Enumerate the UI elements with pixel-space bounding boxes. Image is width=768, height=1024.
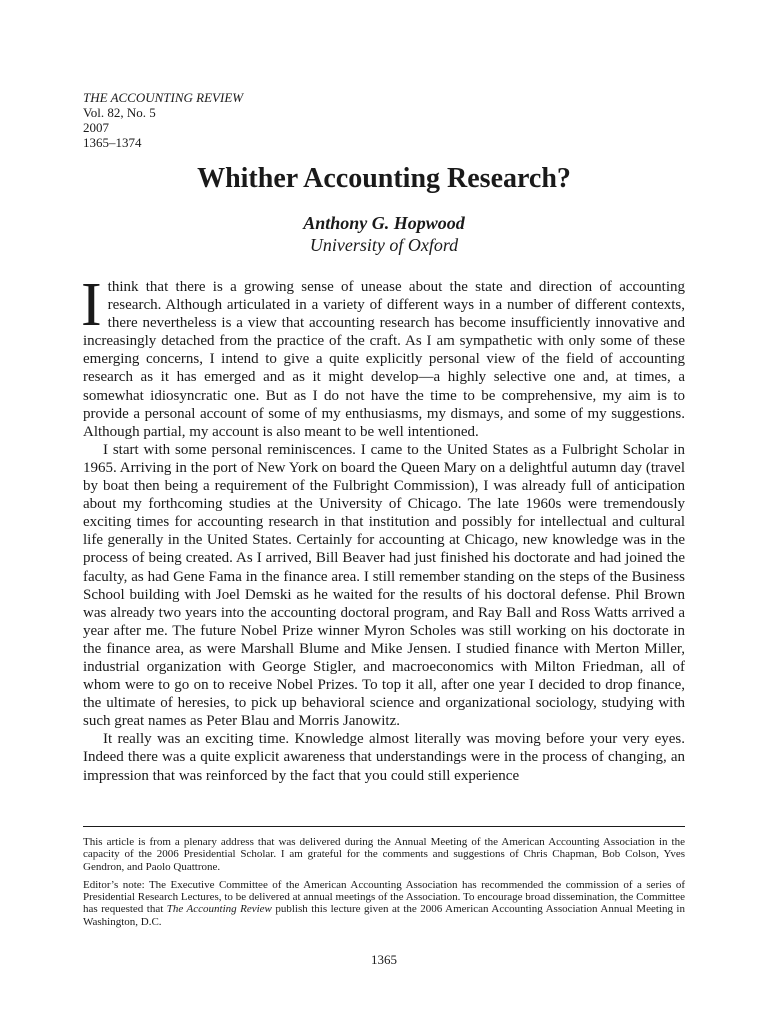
paragraph-2: I start with some personal reminiscences. I came to the United States as a Fulbright Scholar in 1965. Arriving in the port of New York on board the Queen Mary on a delightful autumn day (travel by boat then being a requirement of the Fulbright Commission), I was already full of anticipation about my forthcoming studies at the University of Chicago. The late 1960s were tremendously exciting times for accounting research in that institution and possibly for intellectual and cultural life generally in the United States. Certainly for accounting at Chicago, new knowledge was in the process of being created. As I arrived, Bill Beaver had just finished his doctorate and had joined the faculty, as had Gene Fama in the finance area. I still remember standing on the steps of the Business School building with Joel Demski as he waited for the results of his doctoral defense. Phil Brown was already two years into the accounting doctoral program, and Ray Ball and Ross Watts arrived a year after me. The future Nobel Prize winner Myron Scholes was still working on his doctorate in the finance area, as were Marshall Blume and Mike Jensen. I studied finance with Merton Miller, industrial organization with George Stigler, and macroeconomics with Milton Friedman, all of whom were to go on to receive Nobel Prizes. To top it all, after one year I decided to drop finance, the ultimate of heresies, to pick up behavioral science and organizational sociology, studying with such great names as Peter Blau and Morris Janowitz.: [83, 441, 685, 730]
paragraph-1: [81, 271, 685, 441]
paragraph-1-text: think that there is a growing sense of unease about the state and direction of accounting research. Although articulated in a variety of different ways in a number of different contexts, there nevertheless is a view that accounting research has become insufficiently innovative and increasingly detached from the practice of the craft. As I am sympathetic with only some of these emerging concerns, I intend to give a quite explicitly personal view of the field of accounting research as it has emerged and as it might develop—a highly selective one and, at times, a somewhat idiosyncratic one. But as I do not have the time to be comprehensive, my aim is to provide a personal account of some of my enthusiasms, my dismays, and some of my suggestions. Although partial, my account is also meant to be well intentioned.: [83, 279, 685, 440]
page-number: 1365: [371, 952, 397, 967]
editor-note-text-1: Editor’s note: The Executive Committee of the American Accounting Association has recommended the commission of a series of Presidential Research Lectures, to be delivered at annual meetings of the Association. To encourage broad dissemination, the Committee has requested that: [83, 878, 685, 916]
journal-pages: 1365–1374: [83, 135, 142, 150]
article-title: Whither Accounting Research?: [197, 163, 571, 194]
footnote-editor-note: [83, 879, 685, 928]
footnote-acknowledgment: This article is from a plenary address that was delivered during the Annual Meeting of the American Accounting Association in the capacity of the 2006 Presidential Scholar. I am grateful for the comments and suggestions of Chris Chapman, Bob Colson, Yves Gendron, and Paolo Quattrone.: [83, 836, 685, 873]
author-name: Anthony G. Hopwood: [303, 213, 465, 233]
paragraph-3: It really was an exciting time. Knowledge almost literally was moving before your very eyes. Indeed there was a quite explicit awareness that understandings were in the process of changing, an impression that was reinforced by the fact that you could still experience: [83, 731, 685, 784]
journal-volume: Vol. 82, No. 5: [83, 105, 156, 120]
drop-cap: I: [81, 271, 102, 339]
journal-year: 2007: [83, 120, 109, 135]
author-affiliation: University of Oxford: [309, 235, 459, 255]
journal-header: [83, 90, 243, 150]
footnote-divider: [83, 826, 685, 827]
footnotes: [83, 836, 685, 934]
article-body: [81, 271, 685, 785]
editor-note-journal-title: The Accounting Review: [166, 903, 272, 916]
journal-name: THE ACCOUNTING REVIEW: [83, 90, 244, 105]
editor-note-text-2: publish this lecture given at the 2006 American Accounting Association Annual Meeting in Washington, D.C.: [83, 903, 685, 928]
